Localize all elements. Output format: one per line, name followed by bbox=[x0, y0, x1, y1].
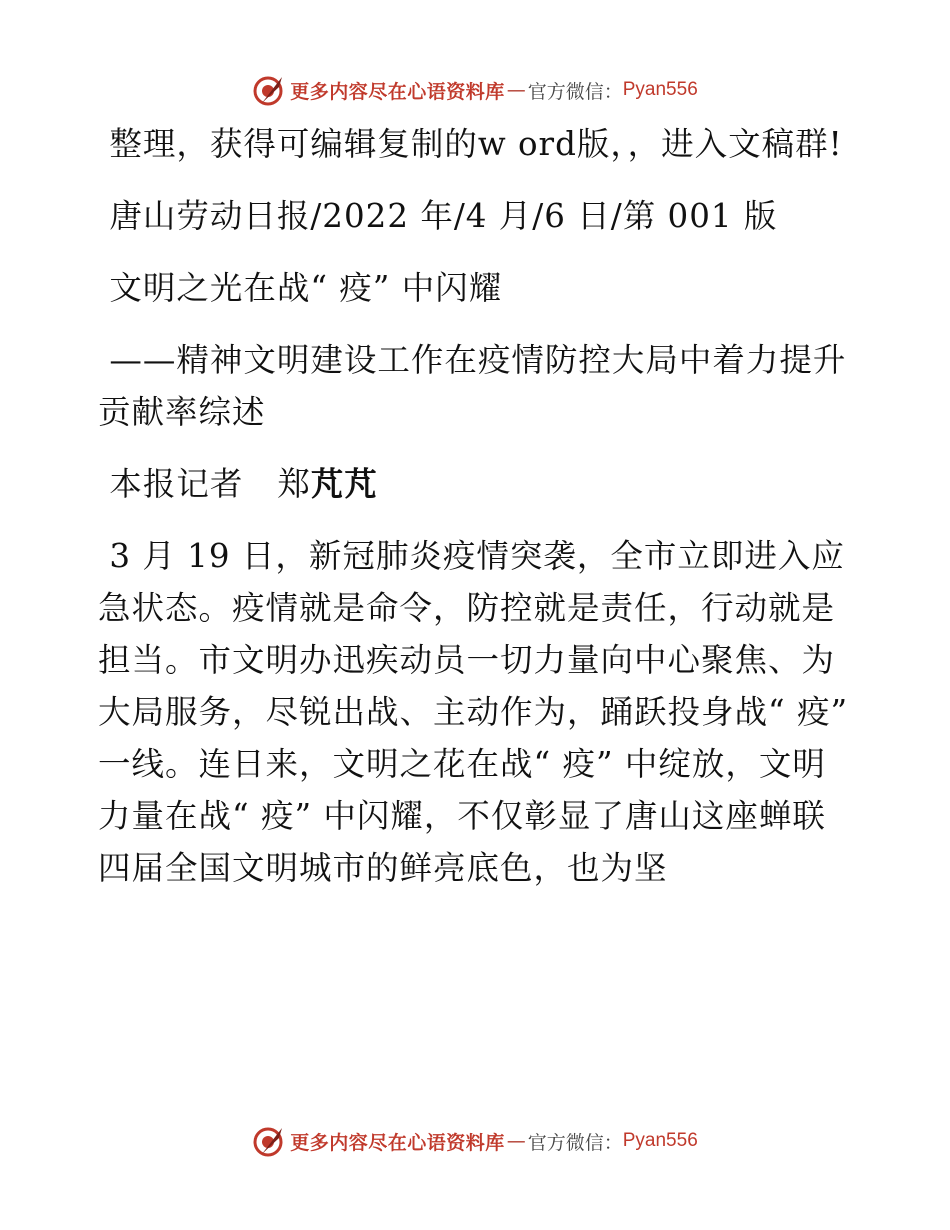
document-body bbox=[98, 118, 858, 894]
banner-text: 更多内容尽在心语资料库 bbox=[290, 80, 505, 103]
source-line: 唐山劳动日报/2022 年/4 月/6 日/第 001 版 bbox=[98, 197, 778, 235]
banner-label: 官方微信： bbox=[527, 1131, 623, 1154]
banner-separator: — bbox=[506, 79, 526, 101]
author-name: 芃芃 bbox=[310, 465, 378, 503]
banner-label: 官方微信： bbox=[527, 80, 623, 103]
banner-wechat-id: Pyan556 bbox=[622, 79, 698, 100]
byline-prefix: 本报记者 郑 bbox=[98, 465, 311, 503]
header-watermark-banner bbox=[0, 70, 950, 110]
body-paragraph: 3 月 19 日，新冠肺炎疫情突袭，全市立即进入应急状态。疫情就是命令，防控就是责任，行动就是担当。市文明办迅疾动员一切力量向中心聚焦、为大局服务，尽锐出战、主动作为，踊跃投身战“ 疫” 一线。连日来，文明之花在战“ 疫” 中绽放，文明力量在战“ 疫” 中闪耀，不仅彰显了唐山这座蝉联四届全国文明城市的鲜亮底色，也为坚 bbox=[98, 537, 860, 887]
article-title: 文明之光在战“ 疫” 中闪耀 bbox=[98, 269, 503, 307]
intro-paragraph: 整理，获得可编辑复制的w ord版，，进入文稿群! bbox=[98, 125, 843, 163]
quill-logo-icon bbox=[252, 73, 286, 107]
byline bbox=[98, 458, 858, 510]
article-subtitle: ——精神文明建设工作在疫情防控大局中着力提升贡献率综述 bbox=[98, 341, 847, 431]
banner-text: 更多内容尽在心语资料库 bbox=[290, 1131, 505, 1154]
banner-separator: — bbox=[506, 1130, 526, 1152]
quill-logo-icon bbox=[252, 1124, 286, 1158]
footer-watermark-banner bbox=[0, 1121, 950, 1161]
banner-wechat-id: Pyan556 bbox=[622, 1130, 698, 1151]
